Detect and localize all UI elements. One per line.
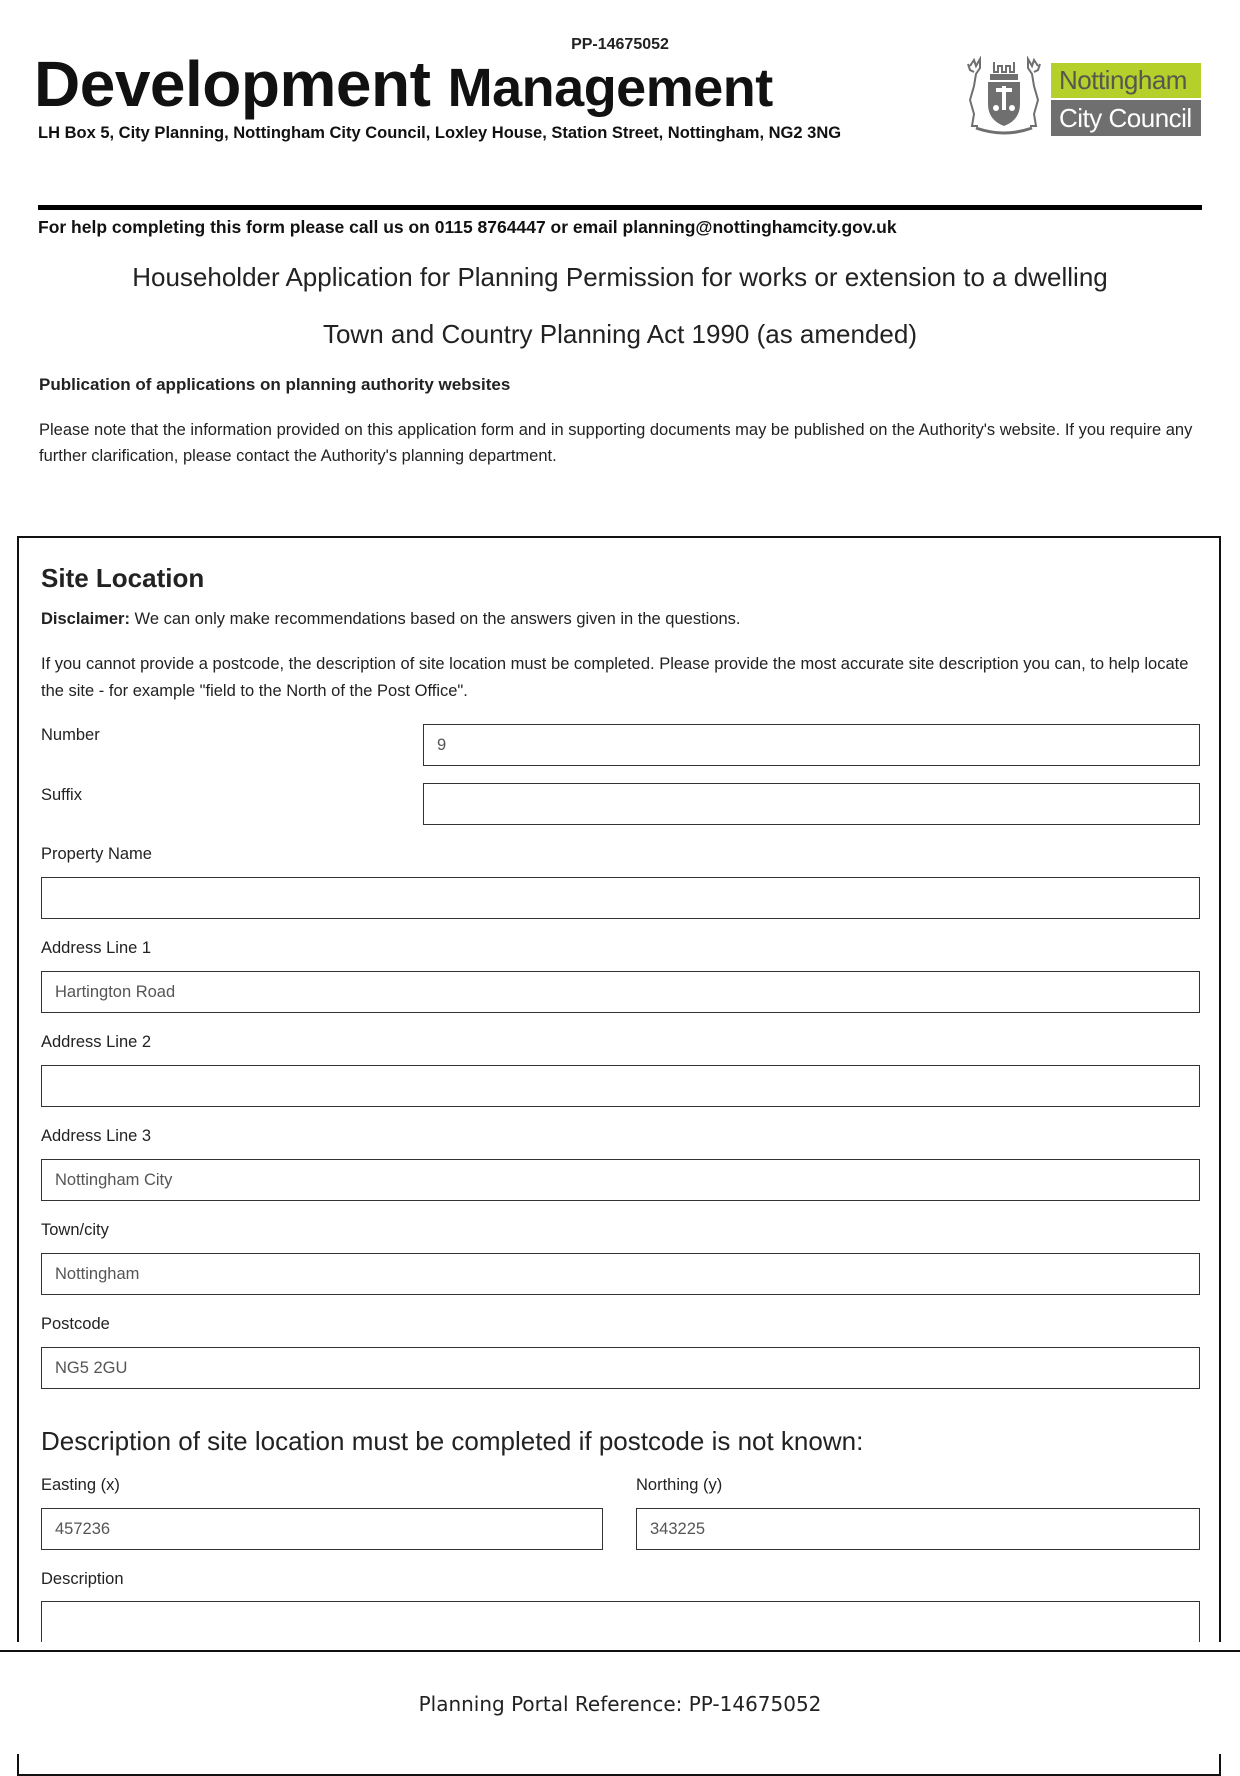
council-address: LH Box 5, City Planning, Nottingham City Council, Loxley House, Station Street, Nottingham, NG2 3NG [38, 124, 842, 142]
council-crest-icon [962, 56, 1046, 138]
suffix-field[interactable] [423, 783, 1200, 825]
address-line-2-field[interactable] [41, 1065, 1200, 1107]
footer-divider [0, 1650, 1240, 1652]
logo-text-nottingham: Nottingham [1051, 63, 1201, 98]
address-line-3-field[interactable] [41, 1159, 1200, 1201]
suffix-label: Suffix [41, 786, 82, 804]
disclaimer-text: We can only make recommendations based on the answers given in the questions. [129, 610, 741, 628]
page-title-word-1: Development [34, 48, 431, 120]
description-label: Description [41, 1570, 124, 1588]
town-city-label: Town/city [41, 1221, 109, 1239]
site-location-section [17, 536, 1221, 1776]
publication-heading: Publication of applications on planning authority websites [39, 375, 511, 394]
number-label: Number [41, 726, 100, 744]
address-line-1-field[interactable] [41, 971, 1200, 1013]
property-name-label: Property Name [41, 845, 152, 863]
town-city-field[interactable] [41, 1253, 1200, 1295]
address-line-2-label: Address Line 2 [41, 1033, 152, 1051]
easting-label: Easting (x) [41, 1476, 120, 1494]
footer-reference: Planning Portal Reference: PP-14675052 [418, 1692, 822, 1716]
reference-number: PP-14675052 [571, 36, 669, 53]
address-line-1-label: Address Line 1 [41, 939, 152, 957]
help-contact-text: For help completing this form please call us on 0115 8764447 or email planning@nottinghamcity.gov.uk [38, 217, 897, 237]
page-title [34, 48, 773, 124]
section-title: Site Location [41, 563, 205, 593]
site-location-instruction: If you cannot provide a postcode, the description of site location must be completed. Please provide the most accurate site description you can, to help locate the site - for example "field to the North of the Post Office". [41, 655, 1189, 700]
disclaimer-label: Disclaimer: [41, 610, 130, 628]
northing-label: Northing (y) [636, 1476, 723, 1494]
application-act: Town and Country Planning Act 1990 (as amended) [322, 319, 918, 349]
northing-field[interactable] [636, 1508, 1200, 1550]
address-line-3-label: Address Line 3 [41, 1127, 152, 1145]
property-name-field[interactable] [41, 877, 1200, 919]
postcode-field[interactable] [41, 1347, 1200, 1389]
application-title: Householder Application for Planning Permission for works or extension to a dwelling [132, 262, 1108, 292]
postcode-label: Postcode [41, 1315, 110, 1333]
disclaimer [41, 610, 741, 629]
header-divider [38, 205, 1202, 210]
description-heading: Description of site location must be completed if postcode is not known: [41, 1426, 864, 1456]
number-field[interactable] [423, 724, 1200, 766]
page-title-word-2: Management [447, 58, 773, 118]
publication-notice: Please note that the information provided on this application form and in supporting documents may be published on the Authority's website. If you require any further clarification, please contact the Authority's planning department. [39, 421, 1193, 465]
easting-field[interactable] [41, 1508, 603, 1550]
logo-text-city-council: City Council [1051, 100, 1201, 136]
